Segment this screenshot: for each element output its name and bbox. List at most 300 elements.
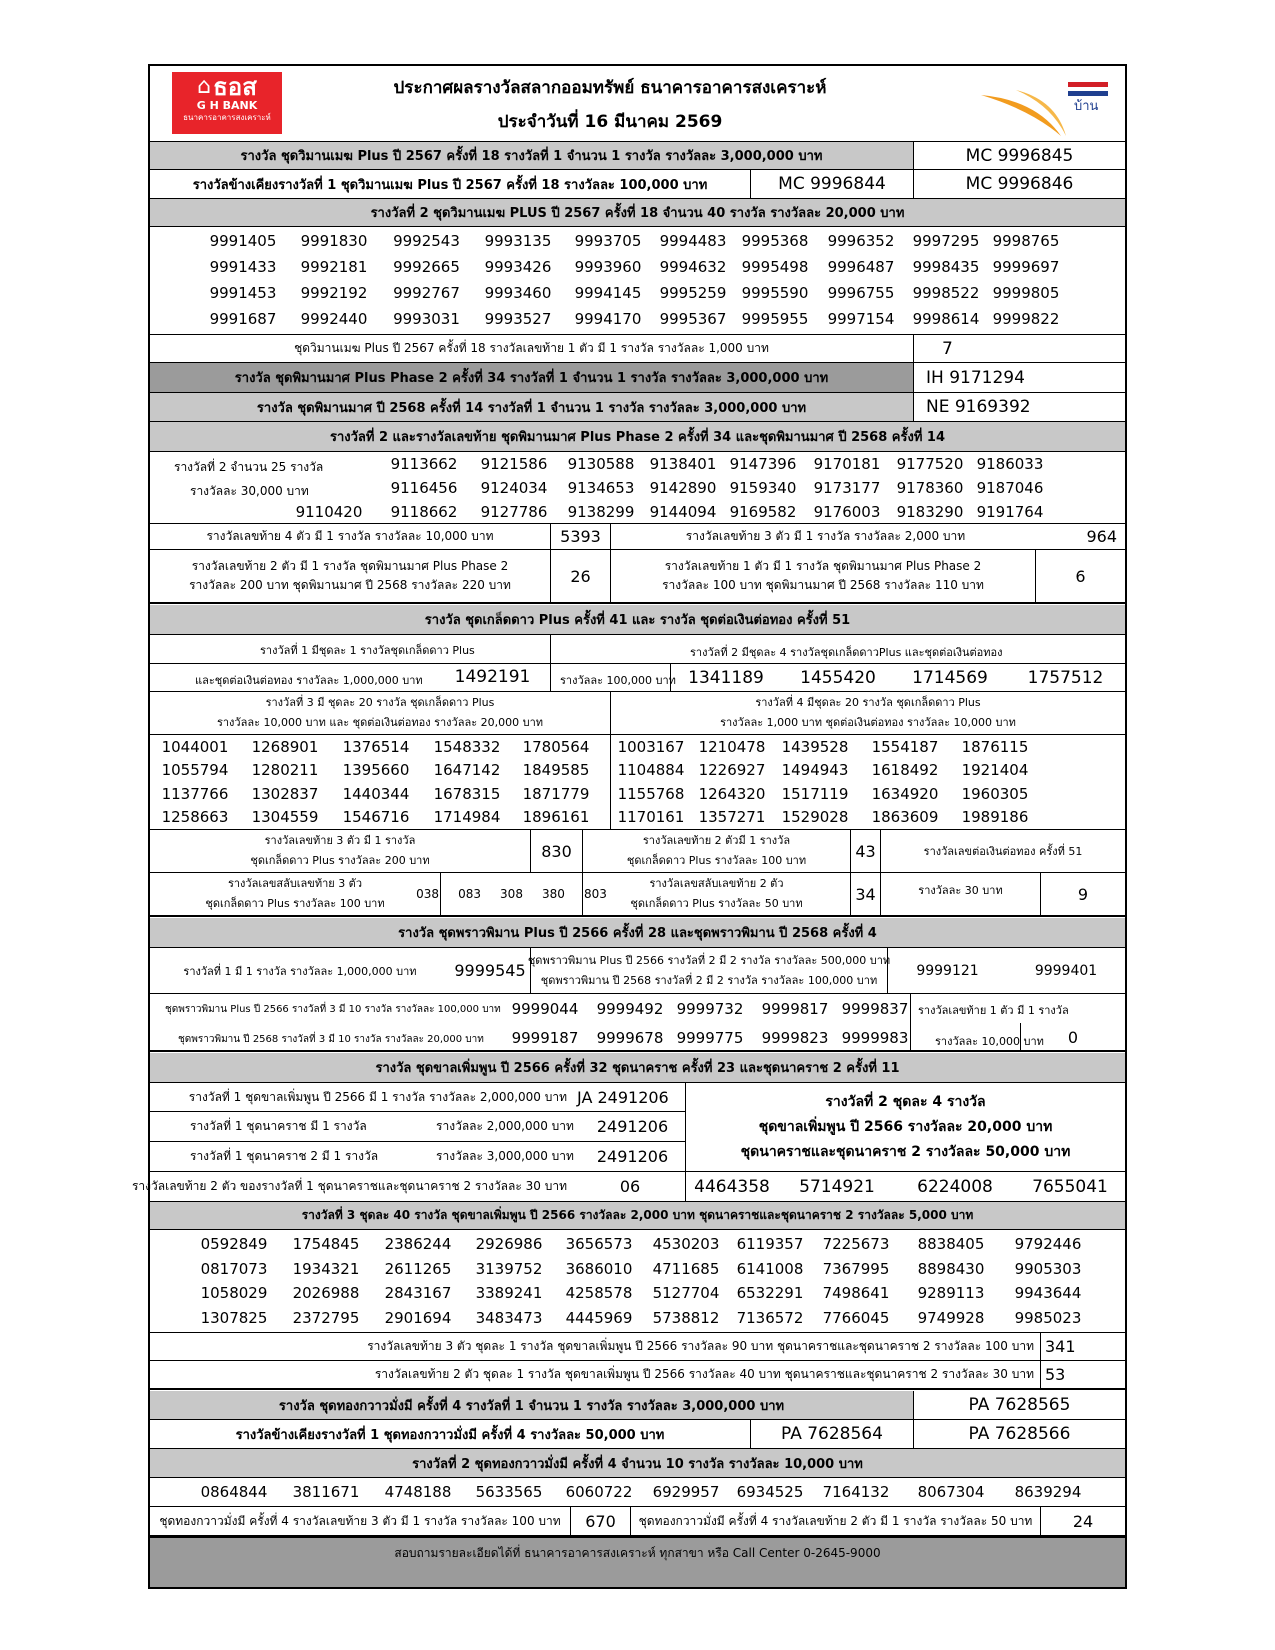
s6-last2-label: ชุดทองกวาวมั่งมี ครั้งที่ 4 รางวัลเลขท้าย 2 ตัว มี 1 รางวัล รางวัลละ 50 บาท bbox=[630, 1507, 1040, 1535]
s4-third-b-values bbox=[500, 1023, 910, 1052]
s6-near-row bbox=[150, 1420, 1125, 1449]
prize-number: 9995367 bbox=[659, 310, 727, 328]
s4-second-value-2: 9999401 bbox=[1034, 962, 1098, 979]
prize-number: 9992767 bbox=[393, 284, 460, 302]
s3-header-label: รางวัล ชุดเกล็ดดาว Plus ครั้งที่ 41 และ รางวัล ชุดต่อเงินต่อทอง ครั้งที่ 51 bbox=[424, 613, 851, 628]
s2-phase2-first-row bbox=[150, 363, 1125, 393]
s5-last2-label: รางวัลเลขท้าย 2 ตัว ชุดละ 1 รางวัล ชุดขาลเพิ่มพูน ปี 2566 รางวัลละ 40 บาท ชุดนาคราชและชุดนาคราช 2 รางวัลละ 30 บาท bbox=[374, 1367, 1034, 1381]
prize-number: 1044001 bbox=[161, 737, 229, 756]
s3-fourth-numbers bbox=[610, 735, 1060, 829]
prize-number: 1960305 bbox=[961, 784, 1029, 803]
prize-number: 1104884 bbox=[617, 761, 685, 780]
s3-third-line2: รางวัลละ 10,000 บาท และ ชุดต่อเงินต่อทอง รางวัลละ 20,000 บาท bbox=[216, 716, 544, 729]
prize-number: 1989186 bbox=[961, 808, 1029, 827]
prize-number: 1517119 bbox=[781, 784, 849, 803]
prize-number: 2843167 bbox=[384, 1284, 452, 1303]
prize-number: 5738812 bbox=[652, 1308, 720, 1327]
s3-swap2-line2: ชุดเกล็ดดาว Plus รางวัลละ 50 บาท bbox=[630, 897, 803, 910]
s5-second-line1: รางวัลที่ 2 ชุดละ 4 รางวัล bbox=[825, 1093, 986, 1110]
prize-number: 8067304 bbox=[917, 1482, 985, 1501]
prize-number: 9995368 bbox=[741, 232, 809, 250]
prize-number: 9142890 bbox=[649, 479, 717, 497]
prize-number: 1395660 bbox=[342, 761, 410, 780]
prize-number: 1357271 bbox=[698, 808, 766, 827]
prize-number: 9996487 bbox=[827, 258, 895, 276]
s2-last1-value: 6 bbox=[1035, 550, 1125, 602]
prize-number: 9991453 bbox=[209, 284, 277, 302]
prize-number: 1302837 bbox=[251, 784, 319, 803]
s3-swap3-line1: รางวัลเลขสลับเลขท้าย 3 ตัว bbox=[227, 877, 363, 890]
s3-third-header bbox=[150, 692, 610, 734]
prize-number: 9996352 bbox=[827, 232, 895, 250]
s4-last1-line1: รางวัลเลขท้าย 1 ตัว มี 1 รางวัล bbox=[918, 1004, 1069, 1017]
s3-last2-value: 43 bbox=[850, 830, 880, 872]
prize-number: 1757512 bbox=[1027, 667, 1104, 688]
s5-last3-row bbox=[150, 1332, 1125, 1361]
prize-number: 7136572 bbox=[736, 1308, 804, 1327]
s4-second-label bbox=[527, 948, 891, 993]
s1-first-prize-row bbox=[150, 142, 1125, 170]
prize-number: 1529028 bbox=[781, 808, 849, 827]
prize-number: 6224008 bbox=[917, 1176, 993, 1197]
prize-number: 7498641 bbox=[822, 1284, 890, 1303]
prize-number: 9176003 bbox=[813, 503, 881, 521]
prize-number: 1921404 bbox=[961, 761, 1029, 780]
prize-number: 1546716 bbox=[342, 808, 410, 827]
s2-second-header-label: รางวัลที่ 2 และรางวัลเลขท้าย ชุดพิมานมาศ Plus Phase 2 ครั้งที่ 34 และชุดพิมานมาศ ปี 2568 ครั้งที่ 14 bbox=[329, 430, 946, 445]
s1-first-prize-value: MC 9996845 bbox=[913, 142, 1125, 169]
prize-number: 7367995 bbox=[822, 1259, 890, 1278]
s4-third-a-label: ชุดพราวพิมาน Plus ปี 2566 รางวัลที่ 3 มี 10 รางวัล รางวัลละ 100,000 บาท bbox=[165, 1004, 501, 1015]
s2-second-amount: รางวัลละ 30,000 บาท bbox=[190, 484, 309, 498]
prize-number: 9999187 bbox=[511, 1028, 579, 1047]
s1-second-prize-label: รางวัลที่ 2 ชุดวิมานเมฆ PLUS ปี 2567 ครั้งที่ 18 จำนวน 40 รางวัล รางวัลละ 20,000 บาท bbox=[370, 206, 905, 221]
prize-number: 6060722 bbox=[565, 1482, 633, 1501]
prize-number: 9991405 bbox=[209, 232, 277, 250]
prize-number: 9985023 bbox=[1014, 1308, 1082, 1327]
s4-third-b-label: ชุดพราวพิมาน ปี 2568 รางวัลที่ 3 มี 10 รางวัล รางวัลละ 20,000 บาท bbox=[178, 1034, 484, 1045]
prize-number: 3686010 bbox=[565, 1259, 633, 1278]
s5-first-c-label: รางวัลที่ 1 ชุดนาคราช 2 มี 1 รางวัล bbox=[190, 1149, 379, 1163]
s5-first-b-label: รางวัลที่ 1 ชุดนาคราช มี 1 รางวัล bbox=[190, 1119, 367, 1133]
s2-last2-line2: รางวัลละ 200 บาท ชุดพิมานมาศ ปี 2568 รางวัลละ 220 บาท bbox=[189, 578, 511, 592]
s3-last-row bbox=[150, 829, 1125, 873]
prize-number: 3389241 bbox=[475, 1284, 543, 1303]
s3-fourth-header bbox=[610, 692, 1125, 734]
s1-first-prize-label: รางวัล ชุดวิมานเมฆ Plus ปี 2567 ครั้งที่ 18 รางวัลที่ 1 จำนวน 1 รางวัล รางวัลละ 3,000,000 บาท bbox=[240, 149, 823, 164]
s6-last3-label: ชุดทองกวาวมั่งมี ครั้งที่ 4 รางวัลเลขท้าย 3 ตัว มี 1 รางวัล รางวัลละ 100 บาท bbox=[159, 1513, 561, 1528]
prize-number: 9991830 bbox=[300, 232, 368, 250]
prize-number: 1714984 bbox=[433, 808, 501, 827]
s2-last4-value: 5393 bbox=[550, 524, 610, 549]
s2-2568-first-row bbox=[150, 393, 1125, 422]
prize-number: 9994483 bbox=[659, 232, 727, 250]
prize-number: 9997295 bbox=[912, 232, 980, 250]
s3-last3-label bbox=[150, 830, 530, 872]
s2-phase2-first-value: IH 9171294 bbox=[913, 363, 1125, 392]
logo-caption: ธนาคารอาคารสงเคราะห์ bbox=[183, 113, 271, 122]
prize-number: 9187046 bbox=[976, 479, 1044, 497]
s1-near-label: รางวัลข้างเคียงรางวัลที่ 1 ชุดวิมานเมฆ Plus ปี 2567 ครั้งที่ 18 รางวัลละ 100,000 บาท bbox=[192, 177, 708, 193]
prize-number: 9993960 bbox=[574, 258, 642, 276]
prize-number: 9147396 bbox=[729, 455, 797, 473]
prize-number: 1934321 bbox=[292, 1259, 360, 1278]
prize-number: 9186033 bbox=[976, 455, 1044, 473]
prize-number: 1170161 bbox=[617, 808, 685, 827]
s4-second-value-1: 9999121 bbox=[887, 948, 1007, 993]
s6-second-numbers bbox=[150, 1478, 1125, 1505]
s3-second-amount: รางวัลละ 100,000 บาท bbox=[560, 674, 676, 687]
home-brand-icon bbox=[976, 70, 1116, 138]
house-logo-text: บ้าน bbox=[1074, 99, 1099, 114]
prize-number: 9993705 bbox=[574, 232, 642, 250]
prize-number: 1137766 bbox=[161, 784, 229, 803]
s3-tngt-value: 9 bbox=[1040, 873, 1125, 915]
prize-number: 1155768 bbox=[617, 784, 685, 803]
prize-number: 1439528 bbox=[781, 737, 849, 756]
prize-number: 0817073 bbox=[200, 1259, 268, 1278]
s2-2568-first-label: รางวัล ชุดพิมานมาศ ปี 2568 ครั้งที่ 14 รางวัลที่ 1 จำนวน 1 รางวัล รางวัลละ 3,000,000 บาท bbox=[256, 400, 807, 416]
prize-number: 1258663 bbox=[161, 808, 229, 827]
prize-number: 6119357 bbox=[736, 1235, 804, 1254]
s6-last2-value: 24 bbox=[1040, 1507, 1125, 1535]
s3-last3-line1: รางวัลเลขท้าย 3 ตัว มี 1 รางวัล bbox=[264, 834, 416, 847]
s2-last2-last1-row bbox=[150, 550, 1125, 604]
prize-number: 7655041 bbox=[1032, 1176, 1108, 1197]
prize-number: 9792446 bbox=[1014, 1235, 1082, 1254]
s2-second-count: รางวัลที่ 2 จำนวน 25 รางวัล bbox=[174, 460, 324, 474]
prize-number: 9999805 bbox=[992, 284, 1060, 302]
prize-number: 1780564 bbox=[522, 737, 590, 756]
prize-number: 9995498 bbox=[741, 258, 809, 276]
prize-number: 9994145 bbox=[574, 284, 642, 302]
prize-number: 9997154 bbox=[827, 310, 895, 328]
prize-number: 9127786 bbox=[480, 503, 548, 521]
prize-number: 4445969 bbox=[565, 1308, 633, 1327]
prize-number: 9999823 bbox=[761, 1028, 829, 1047]
prize-number: 9124034 bbox=[480, 479, 548, 497]
prize-number: 2386244 bbox=[384, 1235, 452, 1254]
prize-number: 1280211 bbox=[251, 761, 319, 780]
s5-last2n-label: รางวัลเลขท้าย 2 ตัว ของรางวัลที่ 1 ชุดนาคราชและชุดนาคราช 2 รางวัลละ 30 บาท bbox=[131, 1179, 567, 1193]
prize-number: 0592849 bbox=[200, 1235, 268, 1254]
s2-last2-value: 26 bbox=[550, 550, 610, 602]
prize-number: 6141008 bbox=[736, 1259, 804, 1278]
prize-number: 9992440 bbox=[300, 310, 368, 328]
prize-number: 4748188 bbox=[384, 1482, 452, 1501]
prize-number: 5633565 bbox=[475, 1482, 543, 1501]
prize-number: 9994170 bbox=[574, 310, 642, 328]
prize-number: 3139752 bbox=[475, 1259, 543, 1278]
s5-first-c-amount: รางวัลละ 3,000,000 บาท bbox=[436, 1149, 574, 1163]
footer bbox=[150, 1536, 1125, 1587]
s4-first-label: รางวัลที่ 1 มี 1 รางวัล รางวัลละ 1,000,000 บาท bbox=[183, 964, 417, 978]
s5-first-a-label: รางวัลที่ 1 ชุดขาลเพิ่มพูน ปี 2566 มี 1 รางวัล รางวัลละ 2,000,000 บาท bbox=[188, 1089, 567, 1104]
prize-number: 2026988 bbox=[292, 1284, 360, 1303]
prize-number: 1058029 bbox=[200, 1284, 268, 1303]
prize-number: 8898430 bbox=[917, 1259, 985, 1278]
prize-number: 9998435 bbox=[912, 258, 980, 276]
prize-number: 6532291 bbox=[736, 1284, 804, 1303]
s5-last3-value: 341 bbox=[1040, 1333, 1125, 1360]
prize-number: 1876115 bbox=[961, 737, 1029, 756]
s1-second-prize-numbers bbox=[150, 228, 1125, 332]
s5-second-prize-box bbox=[685, 1083, 1125, 1172]
s6-near-value-2: PA 7628566 bbox=[913, 1420, 1125, 1448]
s3-first-second-row bbox=[150, 635, 1125, 692]
s2-phase2-first-label: รางวัล ชุดพิมานมาศ Plus Phase 2 ครั้งที่ 34 รางวัลที่ 1 จำนวน 1 รางวัล รางวัลละ 3,000,000 บาท bbox=[234, 371, 829, 386]
s5-last3-label: รางวัลเลขท้าย 3 ตัว ชุดละ 1 รางวัล ชุดขาลเพิ่มพูน ปี 2566 รางวัลละ 90 บาท ชุดนาคราชและชุดนาคราช 2 รางวัลละ 100 บาท bbox=[367, 1339, 1034, 1353]
s3-first-line2: และชุดต่อเงินต่อทอง รางวัลละ 1,000,000 บาท bbox=[195, 674, 423, 687]
prize-number: 9999983 bbox=[841, 1028, 909, 1047]
s2-last3-value: 964 bbox=[1086, 527, 1117, 546]
prize-number: 9992192 bbox=[300, 284, 368, 302]
s6-near-label: รางวัลข้างเคียงรางวัลที่ 1 ชุดทองกวาวมั่งมี ครั้งที่ 4 รางวัลละ 50,000 บาท bbox=[235, 1427, 665, 1443]
prize-number: 9144094 bbox=[649, 503, 717, 521]
footer-contact: สอบถามรายละเอียดได้ที่ ธนาคารอาคารสงเคราะห์ ทุกสาขา หรือ Call Center 0-2645-9000 bbox=[394, 1545, 881, 1560]
s1-last1-label: ชุดวิมานเมฆ Plus ปี 2567 ครั้งที่ 18 รางวัลเลขท้าย 1 ตัว มี 1 รางวัล รางวัลละ 1,000 บาท bbox=[294, 341, 769, 355]
s4-last1-line2: รางวัลละ 10,000 บาท bbox=[935, 1035, 1044, 1048]
page-title: ประกาศผลรางวัลสลากออมทรัพย์ ธนาคารอาคารสงเคราะห์ bbox=[393, 78, 827, 98]
prize-number: 9999678 bbox=[596, 1028, 664, 1047]
prize-number: 9999492 bbox=[596, 999, 664, 1018]
s6-first-value: PA 7628565 bbox=[913, 1391, 1125, 1419]
s3-last2-line2: ชุดเกล็ดดาว Plus รางวัลละ 100 บาท bbox=[626, 854, 807, 867]
s3-third-numbers bbox=[150, 735, 610, 829]
s1-last1-row bbox=[150, 334, 1125, 363]
prize-number: 1494943 bbox=[781, 761, 849, 780]
prize-number: 9994632 bbox=[659, 258, 727, 276]
prize-number: 5714921 bbox=[799, 1176, 875, 1197]
s3-fourth-line1: รางวัลที่ 4 มีชุดละ 20 รางวัล ชุดเกล็ดดาว Plus bbox=[755, 696, 981, 709]
prize-number: 9121586 bbox=[480, 455, 548, 473]
prize-number: 9905303 bbox=[1014, 1259, 1082, 1278]
s6-near-value-1: PA 7628564 bbox=[750, 1420, 913, 1448]
prize-number: 3656573 bbox=[565, 1235, 633, 1254]
s2-last4-last3-row bbox=[150, 524, 1125, 550]
prize-number: 9999044 bbox=[511, 999, 579, 1018]
prize-number: 9993460 bbox=[484, 284, 552, 302]
prize-number: 1455420 bbox=[800, 667, 876, 688]
s2-last3-label: รางวัลเลขท้าย 3 ตัว มี 1 รางวัล รางวัลละ 2,000 บาท bbox=[610, 524, 1040, 549]
s3-third-line1: รางวัลที่ 3 มี ชุดละ 20 รางวัล ชุดเกล็ดดาว Plus bbox=[265, 696, 495, 709]
s2-last1-line2: รางวัลละ 100 บาท ชุดพิมานมาศ ปี 2568 รางวัลละ 110 บาท bbox=[662, 578, 984, 592]
s6-last3-value: 670 bbox=[570, 1507, 630, 1535]
prize-number: 9993426 bbox=[484, 258, 552, 276]
prize-number: 1678315 bbox=[433, 784, 501, 803]
prize-number: 9138299 bbox=[567, 503, 635, 521]
prize-number: 1304559 bbox=[251, 808, 319, 827]
prize-number: 5127704 bbox=[652, 1284, 720, 1303]
s3-last3-value: 830 bbox=[530, 830, 582, 872]
s3-header bbox=[150, 605, 1125, 635]
prize-number: 1548332 bbox=[433, 737, 501, 756]
lottery-announcement bbox=[131, 64, 1127, 1589]
s5-second-label bbox=[686, 1083, 1125, 1171]
prize-number: 9159340 bbox=[729, 479, 797, 497]
s6-first-label: รางวัล ชุดทองกวาวมั่งมี ครั้งที่ 4 รางวัลที่ 1 จำนวน 1 รางวัล รางวัลละ 3,000,000 บาท bbox=[278, 1398, 785, 1414]
prize-number: 3483473 bbox=[475, 1308, 543, 1327]
s6-last-row bbox=[150, 1506, 1125, 1536]
prize-number: 9998614 bbox=[912, 310, 980, 328]
s3-swap2-line1: รางวัลเลขสลับเลขท้าย 2 ตัว bbox=[649, 877, 784, 890]
s3-last2-label bbox=[582, 830, 850, 872]
prize-number: 9118662 bbox=[390, 503, 458, 521]
prize-number: 9177520 bbox=[896, 455, 964, 473]
prize-number: 1618492 bbox=[871, 761, 939, 780]
prize-number: 8639294 bbox=[1014, 1482, 1082, 1501]
prize-number: 2901694 bbox=[384, 1308, 452, 1327]
prize-number: 4464358 bbox=[694, 1176, 770, 1197]
s4-second-line1: ชุดพราวพิมาน Plus ปี 2566 รางวัลที่ 2 มี 2 รางวัล รางวัลละ 500,000 บาท bbox=[527, 953, 891, 967]
prize-number: 1871779 bbox=[522, 784, 590, 803]
prize-number: 9993135 bbox=[484, 232, 552, 250]
prize-number: 1647142 bbox=[433, 761, 501, 780]
s5-third-label: รางวัลที่ 3 ชุดละ 40 รางวัล ชุดขาลเพิ่มพูน ปี 2566 รางวัลละ 2,000 บาท ชุดนาคราชและชุดนาคราช 2 รางวัลละ 5,000 บาท bbox=[301, 1208, 974, 1222]
prize-number: 1307825 bbox=[200, 1308, 268, 1327]
s3-fourth-line2: รางวัลละ 1,000 บาท ชุดต่อเงินต่อทอง รางวัลละ 10,000 บาท bbox=[720, 716, 1016, 729]
prize-number: 9999822 bbox=[992, 310, 1060, 328]
s4-third-a-values bbox=[500, 994, 910, 1023]
prize-number: 1634920 bbox=[871, 784, 939, 803]
prize-number: 1268901 bbox=[251, 737, 319, 756]
s3-tngt-line2: รางวัลละ 30 บาท bbox=[880, 873, 1040, 915]
house-icon: ⌂ bbox=[197, 74, 212, 99]
prize-number: 9992543 bbox=[393, 232, 460, 250]
prize-number: 9138401 bbox=[649, 455, 717, 473]
s5-last2-row bbox=[150, 1361, 1125, 1390]
prize-number: 1376514 bbox=[342, 737, 410, 756]
prize-number: 4711685 bbox=[652, 1259, 720, 1278]
prize-number: 1714569 bbox=[912, 667, 988, 688]
s4-third-row bbox=[150, 994, 1125, 1052]
s5-third-header bbox=[150, 1202, 1125, 1230]
prize-number: 7225673 bbox=[822, 1235, 890, 1254]
prize-number: 9116456 bbox=[390, 479, 458, 497]
s3-last3-line2: ชุดเกล็ดดาว Plus รางวัลละ 200 บาท bbox=[250, 854, 430, 867]
s5-header bbox=[150, 1053, 1125, 1083]
s1-second-prize-header bbox=[150, 199, 1125, 227]
prize-number: 9991433 bbox=[209, 258, 277, 276]
prize-number: 9999817 bbox=[761, 999, 829, 1018]
prize-number: 9130588 bbox=[567, 455, 635, 473]
prize-number: 9995590 bbox=[741, 284, 809, 302]
prize-number: 9993527 bbox=[484, 310, 552, 328]
s4-first-second-row bbox=[150, 948, 1125, 994]
logo-sub: G H BANK bbox=[196, 99, 258, 112]
s6-second-label: รางวัลที่ 2 ชุดทองกวาวมั่งมี ครั้งที่ 4 จำนวน 10 รางวัล รางวัลละ 10,000 บาท bbox=[412, 1456, 863, 1472]
s3-swap3-label bbox=[150, 873, 440, 915]
prize-number: 2372795 bbox=[292, 1308, 360, 1327]
prize-number: 9999837 bbox=[841, 999, 909, 1018]
s3-swap2-label bbox=[582, 873, 850, 915]
prize-number: 1849585 bbox=[522, 761, 590, 780]
s1-last1-value: 7 bbox=[913, 335, 1125, 362]
ghbank-logo bbox=[172, 72, 282, 134]
s3-first-line1: รางวัลที่ 1 มีชุดละ 1 รางวัลชุดเกล็ดดาว Plus bbox=[260, 644, 475, 657]
logo-brand: ธอส bbox=[213, 73, 257, 101]
s5-second-line2: ชุดขาลเพิ่มพูน ปี 2566 รางวัลละ 20,000 บาท bbox=[758, 1118, 1053, 1135]
prize-number: 7766045 bbox=[822, 1308, 890, 1327]
s3-swap2-value: 34 bbox=[850, 873, 880, 915]
prize-number: 4258578 bbox=[565, 1284, 633, 1303]
prize-number: 9992181 bbox=[300, 258, 368, 276]
s3-second-line1: รางวัลที่ 2 มีชุดละ 4 รางวัลชุดเกล็ดดาวPlus และชุดต่อเงินต่อทอง bbox=[690, 646, 1003, 659]
prize-number: 1055794 bbox=[161, 761, 229, 780]
prize-number: 1896161 bbox=[522, 808, 590, 827]
s3-tngt-line1: รางวัลเลขต่อเงินต่อทอง ครั้งที่ 51 bbox=[880, 830, 1125, 872]
prize-number: 1264320 bbox=[698, 784, 766, 803]
s2-second-header bbox=[150, 422, 1125, 452]
prize-number: 8838405 bbox=[917, 1235, 985, 1254]
prize-number: 1754845 bbox=[292, 1235, 360, 1254]
s5-last2-value: 53 bbox=[1040, 1361, 1125, 1388]
prize-number: 9113662 bbox=[390, 455, 458, 473]
prize-number: 9998765 bbox=[992, 232, 1060, 250]
s3-swap3-line2: ชุดเกล็ดดาว Plus รางวัลละ 100 บาท bbox=[205, 897, 385, 910]
s3-second-values bbox=[670, 663, 1125, 692]
prize-number: 9993031 bbox=[393, 310, 460, 328]
prize-number: 9999697 bbox=[992, 258, 1060, 276]
prize-number: 2611265 bbox=[384, 1259, 452, 1278]
prize-number: 9191764 bbox=[976, 503, 1044, 521]
prize-number: 6934525 bbox=[736, 1482, 804, 1501]
s1-near-value-1: MC 9996844 bbox=[750, 170, 913, 198]
s3-first-value: 1492191 bbox=[454, 667, 531, 687]
s5-first-a-value: JA 2491206 bbox=[577, 1087, 669, 1107]
s5-header-label: รางวัล ชุดขาลเพิ่มพูน ปี 2566 ครั้งที่ 32 ชุดนาคราช ครั้งที่ 23 และชุดนาคราช 2 ครั้งที่ 11 bbox=[375, 1061, 900, 1076]
s1-near-value-2: MC 9996846 bbox=[913, 170, 1125, 198]
prize-number: 1226927 bbox=[698, 761, 766, 780]
prize-number: 9992665 bbox=[393, 258, 460, 276]
prize-number: 9749928 bbox=[917, 1308, 985, 1327]
prize-number: 9134653 bbox=[567, 479, 635, 497]
prize-number: 7164132 bbox=[822, 1482, 890, 1501]
prize-number: 0864844 bbox=[200, 1482, 268, 1501]
s2-last2-label bbox=[150, 550, 550, 602]
s4-header-label: รางวัล ชุดพราวพิมาน Plus ปี 2566 ครั้งที่ 28 และชุดพราวพิมาน ปี 2568 ครั้งที่ 4 bbox=[398, 926, 877, 941]
prize-number: 9996755 bbox=[827, 284, 895, 302]
s5-third-numbers bbox=[150, 1232, 1125, 1330]
s2-last4-label: รางวัลเลขท้าย 4 ตัว มี 1 รางวัล รางวัลละ 10,000 บาท bbox=[206, 529, 494, 543]
prize-number: 1554187 bbox=[871, 737, 939, 756]
prize-number: 1863609 bbox=[871, 808, 939, 827]
prize-number: 9995955 bbox=[741, 310, 809, 328]
s5-last2n-value: 06 bbox=[619, 1177, 641, 1196]
prize-number: 9999732 bbox=[676, 999, 744, 1018]
s5-second-line3: ชุดนาคราชและชุดนาคราช 2 รางวัลละ 50,000 บาท bbox=[740, 1143, 1071, 1160]
s5-first-c-value: 2491206 bbox=[596, 1147, 669, 1166]
s6-second-header bbox=[150, 1449, 1125, 1478]
prize-number: 1341189 bbox=[688, 667, 764, 688]
prize-number: 9178360 bbox=[896, 479, 964, 497]
s2-2568-first-value: NE 9169392 bbox=[913, 393, 1125, 421]
prize-number: 3811671 bbox=[292, 1482, 360, 1501]
announcement-header bbox=[150, 66, 1125, 142]
prize-number: 9991687 bbox=[209, 310, 277, 328]
s2-second-prize-block bbox=[150, 452, 1125, 524]
s5-last2n-row bbox=[131, 1172, 1125, 1202]
prize-number: 9183290 bbox=[896, 503, 964, 521]
s2-last1-line1: รางวัลเลขท้าย 1 ตัว มี 1 รางวัล ชุดพิมานมาศ Plus Phase 2 bbox=[664, 558, 982, 573]
prize-number: 1440344 bbox=[342, 784, 410, 803]
prize-number: 6929957 bbox=[652, 1482, 720, 1501]
announcement-date: ประจำวันที่ 16 มีนาคม 2569 bbox=[497, 112, 723, 132]
s6-first-row bbox=[150, 1391, 1125, 1420]
s5-second-values bbox=[685, 1172, 1125, 1201]
prize-number: 9995259 bbox=[659, 284, 727, 302]
s3-third-fourth-header bbox=[150, 692, 1125, 735]
